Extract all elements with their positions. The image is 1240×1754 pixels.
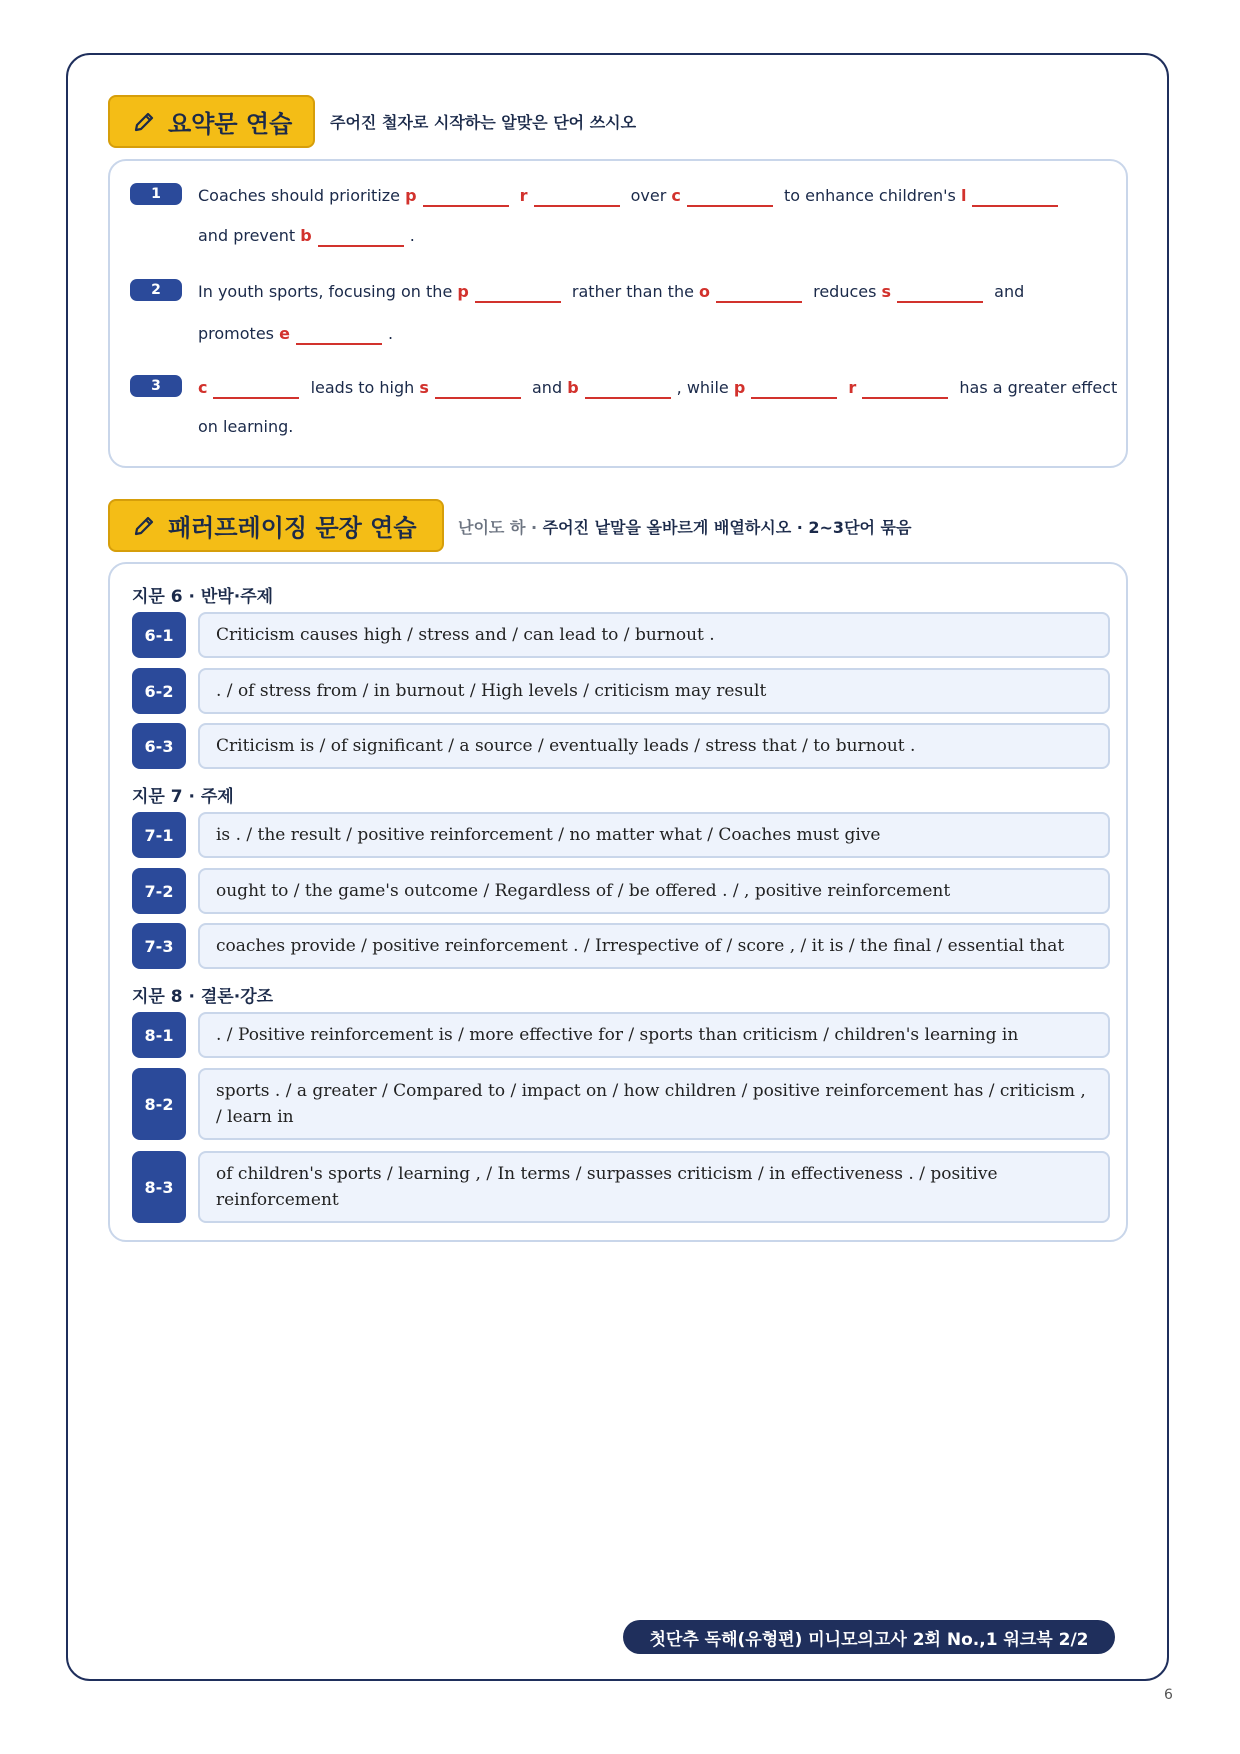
question-label: 6-2	[132, 668, 186, 714]
answer-blank[interactable]	[475, 281, 561, 303]
pencil-icon	[132, 110, 156, 134]
answer-blank[interactable]	[534, 185, 620, 207]
answer-blank[interactable]	[213, 377, 299, 399]
word-chunks: Criticism is / of significant / a source / eventually leads / stress that / to burnout .	[198, 723, 1110, 769]
question-label: 7-2	[132, 868, 186, 914]
question-label: 7-1	[132, 812, 186, 858]
question-label: 8-2	[132, 1068, 186, 1140]
question-label: 8-3	[132, 1151, 186, 1223]
answer-blank[interactable]	[423, 185, 509, 207]
item-number: 3	[130, 375, 182, 397]
summary-instruction: 주어진 철자로 시작하는 알맞은 단어 쓰시오	[330, 113, 637, 132]
answer-blank[interactable]	[716, 281, 802, 303]
answer-blank[interactable]	[862, 377, 948, 399]
passage-title: 지문 8 · 결론·강조	[132, 987, 274, 1007]
summary-line: Coaches should prioritize p r over c to enhance children's l	[198, 185, 1064, 207]
summary-line: and prevent b .	[198, 226, 415, 245]
summary-line: on learning.	[198, 417, 294, 436]
word-chunks: sports . / a greater / Compared to / impact on / how children / positive reinforcement has / criticism , / learn in	[198, 1068, 1110, 1140]
item-number: 2	[130, 279, 182, 301]
word-chunks: Criticism causes high / stress and / can lead to / burnout .	[198, 612, 1110, 658]
paraphrase-section-title: 패러프레이징 문장 연습	[108, 499, 444, 552]
word-chunks: coaches provide / positive reinforcement . / Irrespective of / score , / it is / the final / essential that	[198, 923, 1110, 969]
paraphrase-box	[108, 562, 1128, 1242]
word-chunks: ought to / the game's outcome / Regardless of / be offered . / , positive reinforcement	[198, 868, 1110, 914]
answer-blank[interactable]	[585, 377, 671, 399]
summary-box	[108, 159, 1128, 468]
word-chunks: of children's sports / learning , / In terms / surpasses criticism / in effectiveness . / positive reinforcement	[198, 1151, 1110, 1223]
footer-title: 첫단추 독해(유형편) 미니모의고사 2회 No.,1 워크북 2/2	[623, 1620, 1115, 1654]
answer-blank[interactable]	[296, 323, 382, 345]
answer-blank[interactable]	[897, 281, 983, 303]
answer-blank[interactable]	[687, 185, 773, 207]
answer-blank[interactable]	[318, 225, 404, 247]
difficulty-label: 난이도 하 ·	[458, 518, 543, 537]
answer-blank[interactable]	[972, 185, 1058, 207]
question-label: 6-1	[132, 612, 186, 658]
summary-line: In youth sports, focusing on the p rather than the o reduces s and	[198, 282, 1025, 301]
word-chunks: is . / the result / positive reinforcement / no matter what / Coaches must give	[198, 812, 1110, 858]
answer-blank[interactable]	[751, 377, 837, 399]
pencil-icon	[132, 514, 156, 538]
word-chunks: . / of stress from / in burnout / High levels / criticism may result	[198, 668, 1110, 714]
summary-line: c leads to high s and b , while p r has a greater effect	[198, 378, 1118, 397]
page-number: 6	[1164, 1687, 1173, 1703]
passage-title: 지문 6 · 반박·주제	[132, 587, 274, 607]
question-label: 6-3	[132, 723, 186, 769]
word-chunks: . / Positive reinforcement is / more effective for / sports than criticism / children's learning in	[198, 1012, 1110, 1058]
question-label: 8-1	[132, 1012, 186, 1058]
summary-line: promotes e .	[198, 324, 394, 343]
summary-section-title: 요약문 연습	[108, 95, 315, 148]
paraphrase-instruction: 난이도 하 · 주어진 낱말을 올바르게 배열하시오 · 2~3단어 묶음	[458, 518, 912, 537]
question-label: 7-3	[132, 923, 186, 969]
item-number: 1	[130, 183, 182, 205]
passage-title: 지문 7 · 주제	[132, 787, 234, 807]
answer-blank[interactable]	[435, 377, 521, 399]
